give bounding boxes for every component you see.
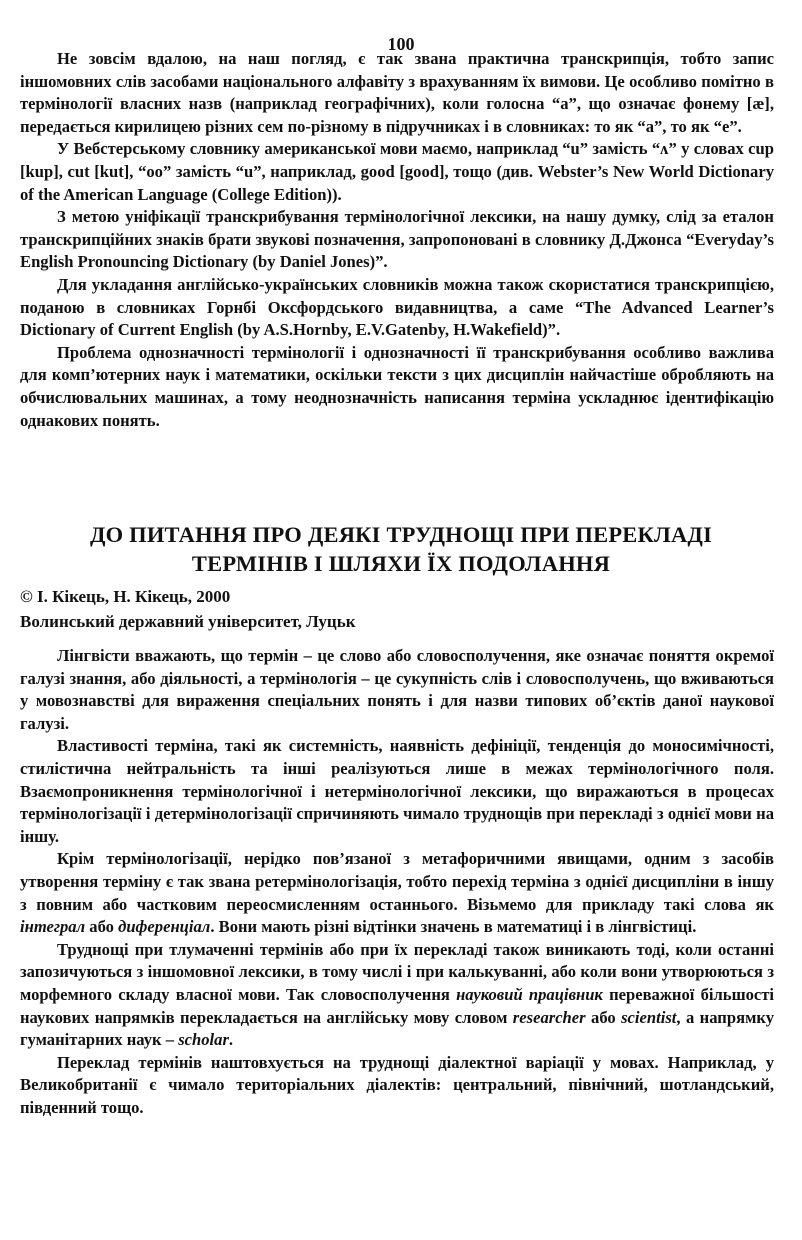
article-affiliation: Волинський державний університет, Луцьк — [20, 612, 356, 631]
term-differential: диференціал — [118, 917, 211, 937]
paragraph: Проблема однозначності термінології і однозначності її транскрибування особливо важлива для комп’ютерних наук і математики, оскільки тексти з цих дисциплін найчастіше обробляють на обчислювальних машинах, а тому неоднозначність написання терміна ускладнює ідентифікацію однакових понять. — [20, 342, 774, 430]
paragraph — [20, 939, 774, 1052]
term-integral: інтеграл — [20, 917, 86, 937]
text-run: Труднощі при тлумаченні термінів або при їх перекладі також виникають тоді, коли останні запозичуються з іншомовної лексики, в тому числі і при калькуванні, або коли вони утворюються з морфемного складу власної мови. Так словосполучення — [20, 939, 774, 1004]
paragraph: З метою уніфікації транскрибування термінологічної лексики, на нашу думку, слід за еталон транскрипційних знаків брати звукові позначення, запропоновані в словнику Д.Джонса “Everyday’s English Pronouncing Dictionary (by Daniel Jones)”. — [20, 207, 774, 272]
term-scholar: scholar — [178, 1030, 229, 1050]
text-run: . Вони мають різні відтінки значень в математиці і в лінгвістиці. — [210, 917, 697, 937]
term-scientist: scientist — [621, 1007, 677, 1027]
article-body — [20, 645, 774, 1119]
top-text-block — [20, 48, 774, 432]
text-run: або — [585, 1007, 622, 1027]
term-naukovyi-pratsivnyk: науковий працівник — [456, 984, 603, 1004]
paragraph — [20, 848, 774, 938]
article-authors: © І. Кікець, Н. Кікець, 2000 — [20, 587, 231, 606]
text-run: Крім термінологізації, нерідко пов’язаної з метафоричними явищами, одним з засобів утворення терміну є так звана ретермінологізація, тобто перехід терміна з однієї дисципліни в іншу з повним або частковим переосмисленням останнього. Візьмемо для прикладу такі слова як — [20, 849, 774, 914]
text-run: або — [85, 917, 119, 937]
text-run: переважної більшості наукових напрямків перекладається на англійську мову словом — [20, 984, 774, 1027]
article-title-line-1: ДО ПИТАННЯ ПРО ДЕЯКІ ТРУДНОЩІ ПРИ ПЕРЕКЛАДІ — [89, 522, 713, 547]
paragraph: Не зовсім вдалою, на наш погляд, є так звана практична транскрипція, тобто запис іншомовних слів засобами національного алфавіту з врахуванням їх вимови. Це особливо помітно в термінології власних назв (наприклад географічних), коли голосна “a”, що означає фонему [æ], передається кирилицею різних сем по-різному в підручниках і в словниках: то як “а”, то як “е”. — [20, 49, 774, 136]
text-run: . — [228, 1030, 234, 1050]
paragraph: У Вебстерському словнику американської мови маємо, наприклад “u” замість “ʌ” у словах cup [kup], cut [kut], “oo” замість “u”, наприклад, good [good], тощо (див. Webster’s New World Dictionary of the American Language (College Edition)). — [20, 139, 774, 204]
text-run: , а напрямку гуманітарних наук – — [20, 1007, 774, 1050]
term-researcher: researcher — [512, 1007, 586, 1027]
paragraph: Переклад термінів наштовхується на труднощі діалектної варіації у мовах. Наприклад, у Великобританії є чимало територіальних діалектів: центральний, північний, шотландський, південний тощо. — [20, 1052, 774, 1117]
paragraph: Лінгвісти вважають, що термін – це слово або словосполучення, яке означає поняття окремої галузі знання, або діяльності, а термінологія – це сукупність слів і словосполучень, що вживаються у мовознавстві для вираження спеціальних понять і для назви типових об’єктів даної наукової галузі. — [20, 646, 774, 733]
page-number: 100 — [387, 34, 415, 54]
paragraph: Властивості терміна, такі як системність, наявність дефініції, тенденція до моносимічності, стилістична нейтральність та інші реалізуються лише в межах термінологічного поля. Взаємопроникнення термінологічної і нетермінологічної лексики, що виражаються в процесах термінологізації і детермінологізації спричиняють чимало труднощів при перекладі з однієї мови на іншу. — [20, 736, 774, 846]
article-title-line-2: ТЕРМІНІВ І ШЛЯХИ ЇХ ПОДОЛАННЯ — [191, 551, 611, 576]
paragraph: Для укладання англійсько-українських словників можна також скористатися транскрипцією, поданою в словниках Горнбі Оксфордського видавництва, а саме “The Advanced Learner’s Dictionary of Current English (by A.S.Hornby, E.V.Gatenby, H.Wakefield)”. — [20, 274, 774, 340]
